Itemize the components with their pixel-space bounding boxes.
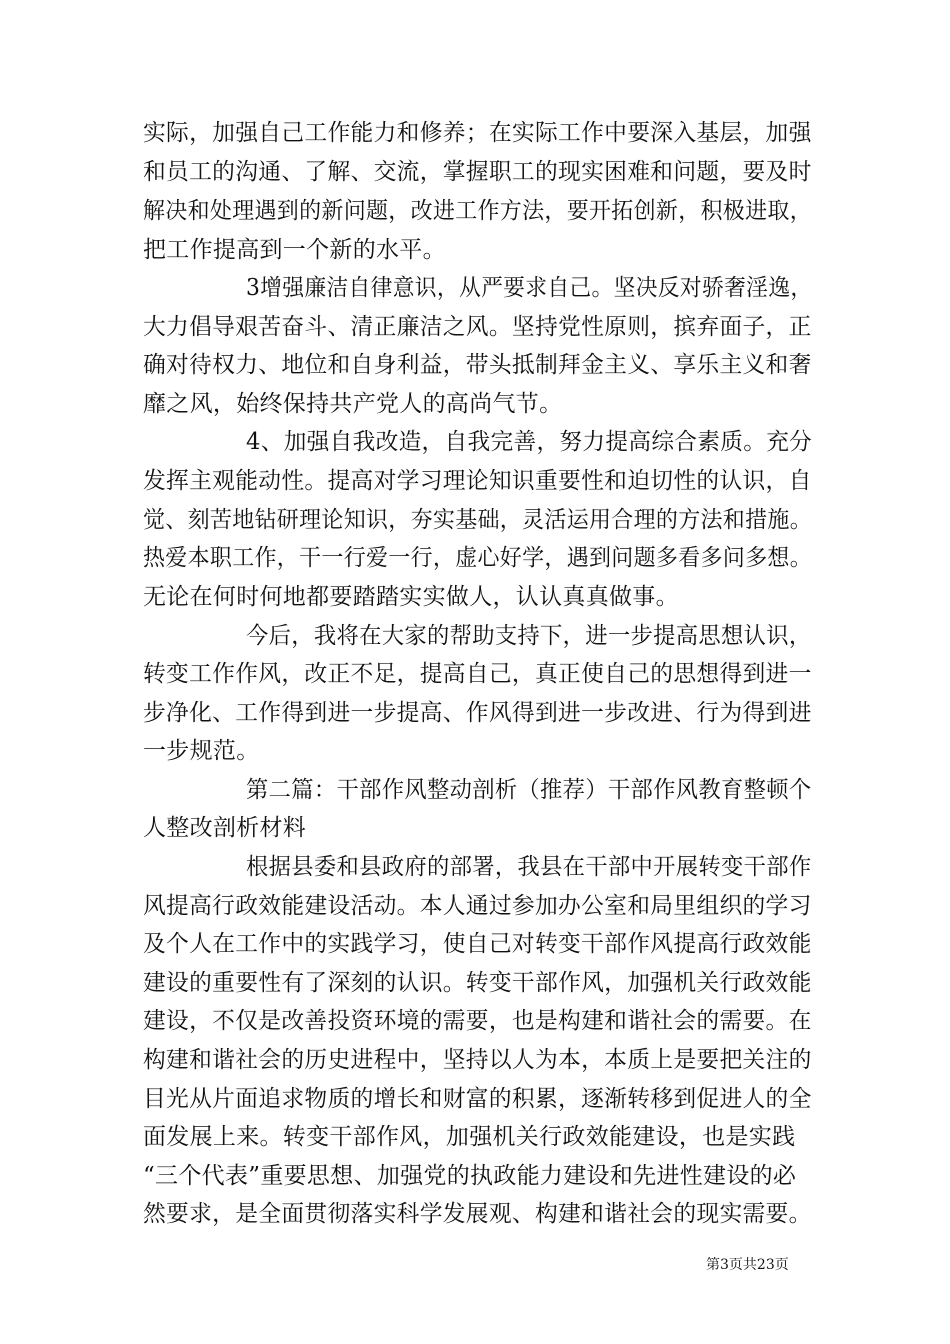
body-text-line: 及个人在工作中的实践学习，使自己对转变干部作风提高行政效能 (143, 931, 812, 957)
body-text-line: “三个代表”重要思想、加强党的执政能力建设和先进性建设的必 (143, 1163, 797, 1189)
body-text-line: 风提高行政效能建设活动。本人通过参加办公室和局里组织的学习 (143, 893, 812, 919)
body-text-line: 建设的重要性有了深刻的认识。转变干部作风，加强机关行政效能 (143, 970, 812, 996)
body-text-line: 构建和谐社会的历史进程中，坚持以人为本，本质上是要把关注的 (143, 1047, 812, 1073)
body-text-line: 4、加强自我改造，自我完善，努力提高综合素质。充分 (246, 429, 813, 455)
body-text-line: 靡之风，始终保持共产党人的高尚气节。 (143, 391, 563, 417)
page-number: 第3页共23页 (706, 1257, 789, 1273)
body-text-line: 3增强廉洁自律意识，从严要求自己。坚决反对骄奢淫逸， (246, 275, 813, 301)
body-text-line: 步净化、工作得到进一步提高、作风得到进一步改进、行为得到进 (143, 700, 812, 726)
body-text-line: 大力倡导艰苦奋斗、清正廉洁之风。坚持党性原则，摈弃面子，正 (143, 314, 812, 340)
section-heading-line: 第二篇：干部作风整动剖析（推荐）干部作风教育整顿个 (246, 777, 812, 803)
body-text-line: 一步规范。 (143, 738, 260, 764)
body-text-line: 目光从片面追求物质的增长和财富的积累，逐渐转移到促进人的全 (143, 1086, 812, 1112)
body-text-line: 面发展上来。转变干部作风，加强机关行政效能建设，也是实践 (143, 1124, 796, 1150)
body-text-line: 解决和处理遇到的新问题，改进工作方法，要开拓创新，积极进取， (143, 198, 813, 224)
body-text-line: 转变工作作风，改正不足，提高自己，真正使自己的思想得到进一 (143, 661, 812, 687)
body-text-line: 建设，不仅是改善投资环境的需要，也是构建和谐社会的需要。在 (143, 1008, 812, 1034)
body-text-line: 和员工的沟通、了解、交流，掌握职工的现实困难和问题，要及时 (143, 159, 812, 185)
body-text-line: 发挥主观能动性。提高对学习理论知识重要性和迫切性的认识，自 (143, 468, 812, 494)
body-text-line: 然要求，是全面贯彻落实科学发展观、构建和谐社会的现实需要。 (143, 1201, 812, 1227)
body-text-line: 今后，我将在大家的帮助支持下，进一步提高思想认识， (246, 623, 812, 649)
body-text-line: 觉、刻苦地钻研理论知识，夯实基础，灵活运用合理的方法和措施。 (143, 507, 813, 533)
body-text-line: 实际，加强自己工作能力和修养；在实际工作中要深入基层，加强 (143, 120, 812, 146)
body-text-line: 无论在何时何地都要踏踏实实做人，认认真真做事。 (143, 584, 679, 610)
body-text-line: 把工作提高到一个新的水平。 (143, 237, 446, 263)
body-text-line: 根据县委和县政府的部署，我县在干部中开展转变干部作 (246, 854, 812, 880)
body-text-line: 确对待权力、地位和自身利益，带头抵制拜金主义、享乐主义和奢 (143, 352, 812, 378)
section-heading-line: 人整改剖析材料 (143, 815, 307, 841)
body-text-line: 热爱本职工作，干一行爱一行，虚心好学，遇到问题多看多问多想。 (143, 545, 813, 571)
